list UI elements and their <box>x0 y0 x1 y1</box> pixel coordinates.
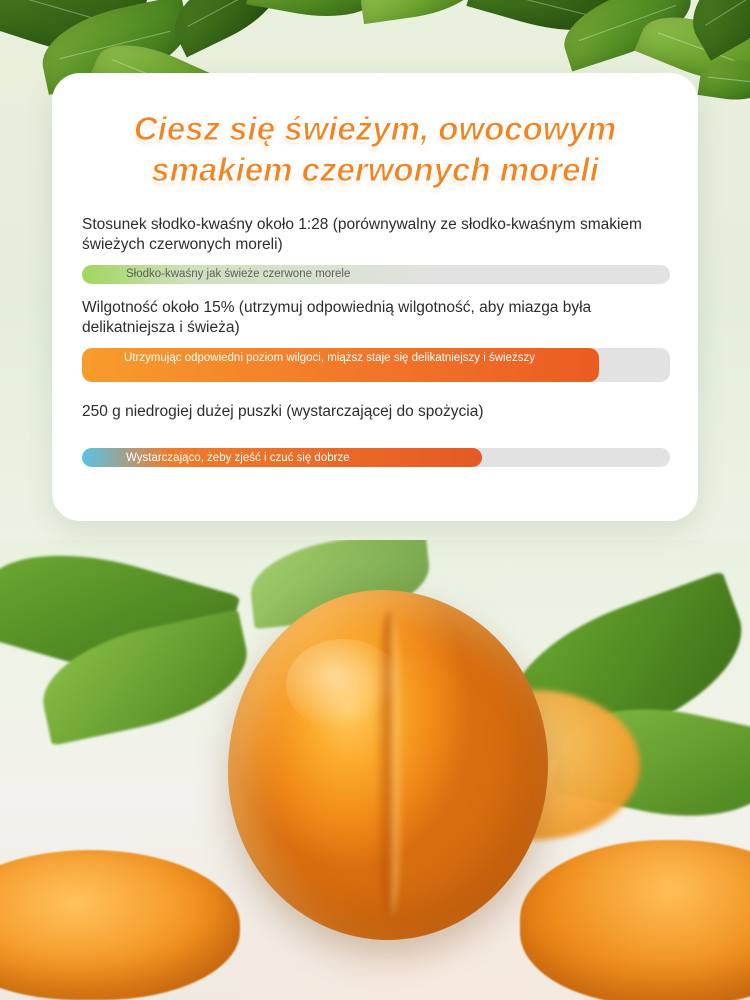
feature-progress-label: Wystarczająco, żeby zjeść i czuć się dobrze <box>126 451 350 464</box>
apricot-main <box>228 590 548 940</box>
info-card <box>52 73 698 521</box>
feature-progress-bar <box>82 348 670 382</box>
leaf-icon <box>357 0 483 24</box>
feature-list <box>52 215 698 467</box>
page-title <box>52 109 698 191</box>
feature-progress-label: Słodko-kwaśny jak świeże czerwone morele <box>126 268 351 281</box>
headline-line-2: smakiem czerwonych moreli <box>151 150 599 188</box>
feature-progress-label: Utrzymując odpowiedni poziom wilgoci, miąższ staje się delikatniejszy i świeższy <box>124 351 535 364</box>
apricot-left <box>0 850 240 1000</box>
apricot-highlight <box>286 639 401 730</box>
product-photo <box>0 540 750 1000</box>
feature-progress-bar <box>82 265 670 284</box>
feature-item <box>82 402 670 467</box>
headline-line-1: Ciesz się świeżym, owocowym <box>133 110 617 147</box>
apricot-right <box>520 840 750 1000</box>
feature-description: Stosunek słodko-kwaśny około 1:28 (porównywalny ze słodko-kwaśnym smakiem świeżych czerwonych moreli) <box>82 215 642 254</box>
feature-description: Wilgotność około 15% (utrzymuj odpowiednią wilgotność, aby miazga była delikatniejsza i świeża) <box>82 298 592 337</box>
feature-item <box>82 215 670 284</box>
feature-item <box>82 298 670 382</box>
feature-description: 250 g niedrogiej dużej puszki (wystarczającej do spożycia) <box>82 402 484 420</box>
feature-progress-bar <box>82 448 670 467</box>
